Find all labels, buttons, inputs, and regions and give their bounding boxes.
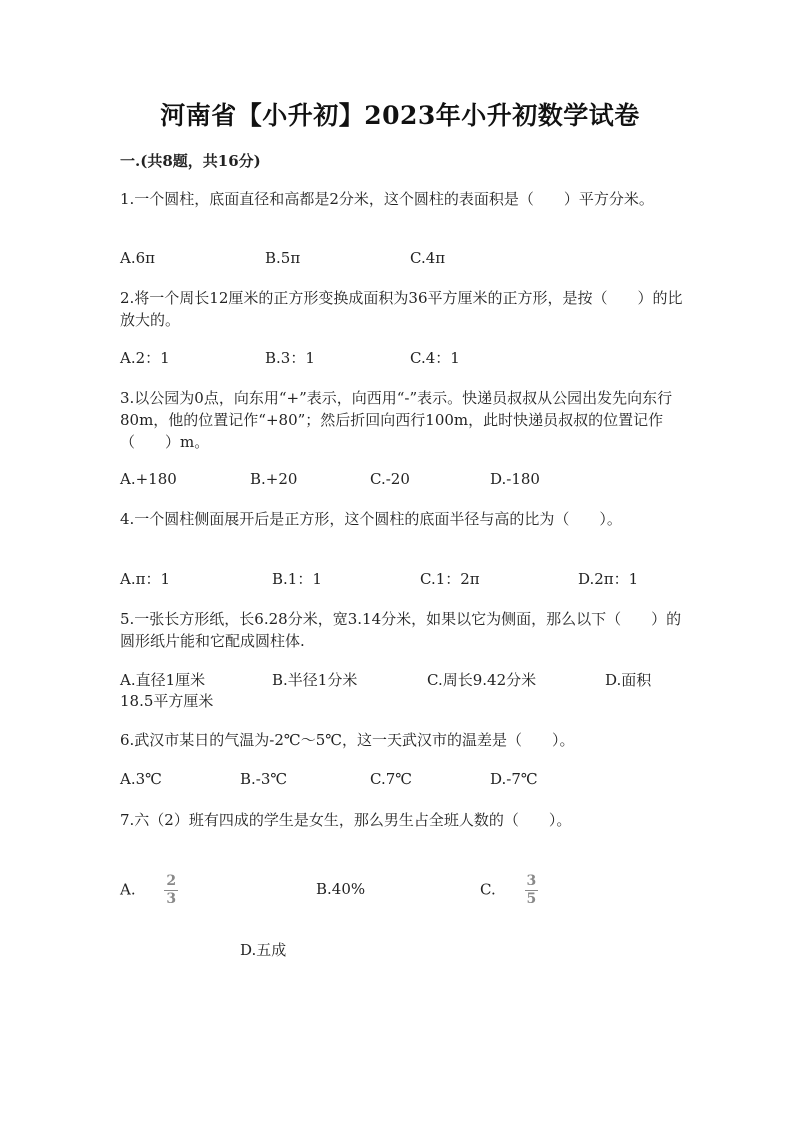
q3-option-a[interactable]: A.+180 <box>120 470 177 488</box>
q2-option-a[interactable]: A.2：1 <box>120 349 170 367</box>
q3-option-c[interactable]: C.-20 <box>370 470 410 488</box>
q5-option-b[interactable]: B.半径1分米 <box>272 671 358 689</box>
question-2: 2.将一个周长12厘米的正方形变换成面积为36平方厘米的正方形，是按（ ）的比放大的。 <box>120 289 683 329</box>
question-4: 4.一个圆柱侧面展开后是正方形，这个圆柱的底面半径与高的比为（ ）。 <box>120 510 622 528</box>
section-heading: 一.(共8题，共16分) <box>120 152 261 170</box>
question-7: 7.六（2）班有四成的学生是女生，那么男生占全班人数的（ ）。 <box>120 811 572 829</box>
q7-option-c[interactable] <box>480 874 538 907</box>
fraction-denominator: 3 <box>166 891 177 907</box>
q1-option-c[interactable]: C.4π <box>410 249 446 267</box>
q4-option-a[interactable]: A.π：1 <box>120 570 171 588</box>
q5-option-d[interactable]: D.面积 <box>605 671 652 689</box>
q6-option-c[interactable]: C.7℃ <box>370 770 413 788</box>
q3-option-d[interactable]: D.-180 <box>490 470 540 488</box>
q2-option-b[interactable]: B.3：1 <box>265 349 315 367</box>
q7-option-b[interactable]: B.40% <box>316 880 366 898</box>
q7-option-d[interactable]: D.五成 <box>240 941 287 959</box>
q3-option-b[interactable]: B.+20 <box>250 470 298 488</box>
fraction-2-3 <box>164 874 178 907</box>
q7-option-a-label: A. <box>120 880 136 899</box>
q7-option-c-label: C. <box>480 880 496 899</box>
q4-option-c[interactable]: C.1：2π <box>420 570 480 588</box>
q1-option-a[interactable]: A.6π <box>120 249 156 267</box>
q2-option-c[interactable]: C.4：1 <box>410 349 460 367</box>
page-title: 河南省【小升初】2023年小升初数学试卷 <box>160 101 640 130</box>
q5-option-a[interactable]: A.直径1厘米 <box>120 671 206 689</box>
question-3: 3.以公园为0点，向东用“+”表示，向西用“-”表示。快递员叔叔从公园出发先向东行80m，他的位置记作“+80”；然后折回向西行100m，此时快递员叔叔的位置记作（ ）m。 <box>120 389 673 451</box>
q1-option-b[interactable]: B.5π <box>265 249 301 267</box>
q4-option-d[interactable]: D.2π：1 <box>578 570 639 588</box>
question-5: 5.一张长方形纸，长6.28分米，宽3.14分米，如果以它为侧面，那么以下（ ）的圆形纸片能和它配成圆柱体. <box>120 610 682 650</box>
q6-option-b[interactable]: B.-3℃ <box>240 770 288 788</box>
q6-option-a[interactable]: A.3℃ <box>120 770 162 788</box>
q6-option-d[interactable]: D.-7℃ <box>490 770 538 788</box>
q7-option-a[interactable] <box>120 874 178 907</box>
fraction-numerator: 3 <box>526 873 537 889</box>
q5-option-d-continued[interactable]: 18.5平方厘米 <box>120 692 214 710</box>
fraction-numerator: 2 <box>166 873 177 889</box>
question-6: 6.武汉市某日的气温为-2℃～5℃，这一天武汉市的温差是（ ）。 <box>120 731 575 749</box>
question-1: 1.一个圆柱，底面直径和高都是2分米，这个圆柱的表面积是（ ）平方分米。 <box>120 190 654 208</box>
fraction-3-5 <box>525 874 539 907</box>
q5-option-c[interactable]: C.周长9.42分米 <box>427 671 537 689</box>
fraction-denominator: 5 <box>526 891 537 907</box>
q4-option-b[interactable]: B.1：1 <box>272 570 322 588</box>
